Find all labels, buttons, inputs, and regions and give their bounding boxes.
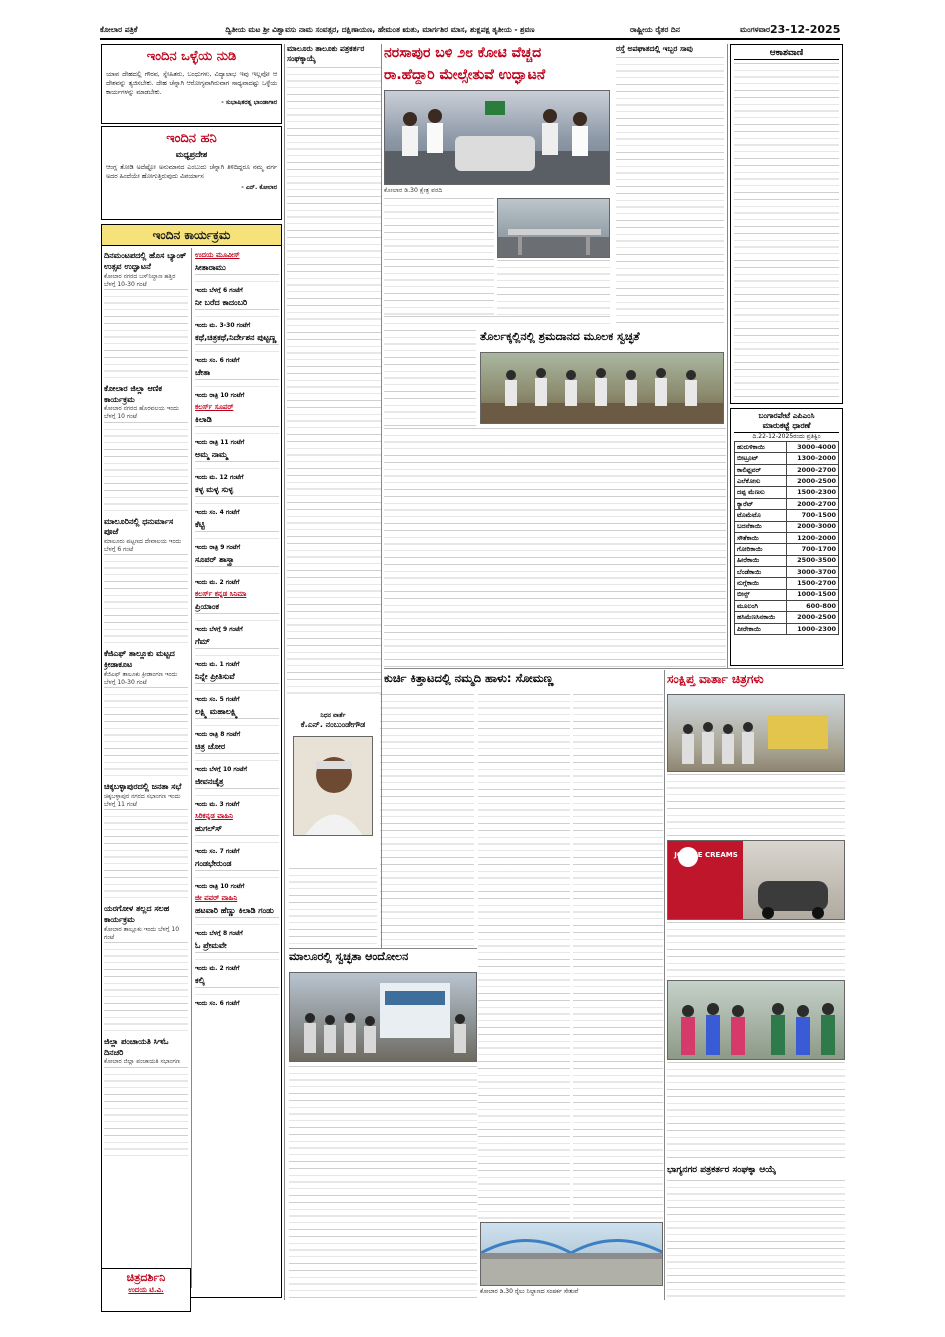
rate-price: 3000-3700 — [786, 566, 838, 577]
market-rates-title: ಬಂಗಾರಪೇಟೆ ಎಪಿಎಂಸಿ — [758, 411, 815, 420]
event-body — [104, 687, 188, 779]
event-item — [104, 782, 188, 901]
tv-program-time: ಇಂದು ರಾತ್ರಿ 11 ಗಂಟೆಗೆ — [195, 439, 245, 447]
tv-program-item — [195, 520, 279, 552]
tv-program-item — [195, 263, 279, 295]
rate-item: ಎಲೆಕೋಸು — [735, 476, 787, 487]
rate-price: 700-1700 — [786, 544, 838, 555]
rate-price: 1000-1500 — [786, 589, 838, 600]
rate-row — [735, 487, 839, 498]
malur-journalists-body — [287, 67, 381, 695]
tv-program-title: ಸೂಪರ್ ಶಾಸ್ತ್ರಾ — [195, 555, 235, 564]
tv-program-item — [195, 415, 279, 447]
rate-price: 2000-2500 — [786, 476, 838, 487]
rate-price: 600-800 — [786, 601, 838, 612]
kurchi-body-1 — [380, 694, 474, 946]
rate-price: 1200-2000 — [786, 532, 838, 543]
inauguration-photo — [384, 90, 610, 185]
rate-price: 2000-3000 — [786, 521, 838, 532]
masthead-note: ರಾಷ್ಟ್ರೀಯ ರೈತರ ದಿನ — [630, 24, 680, 34]
rate-row — [735, 578, 839, 589]
tv-program-title: ಕಥೆ,ಚಿತ್ರಕಥೆ,ನಿರ್ದೇಶನ ಪುಟ್ಟಣ್ಣ — [195, 333, 277, 343]
brief-1-body — [667, 774, 845, 838]
malur-drive-body — [289, 1066, 477, 1298]
rate-item: ಬೀನ್ಸ್ — [735, 589, 787, 600]
rate-row — [735, 544, 839, 555]
rate-item: ಬದನೆಕಾಯಿ — [735, 521, 787, 532]
obituary-body — [289, 868, 377, 948]
masthead-day: ಮಂಗಳವಾರ — [739, 24, 770, 34]
tv-program-title: ನಿನ್ನೇ ಪ್ರೀತಿಸುವೆ — [195, 672, 235, 682]
bridge-photo — [480, 1222, 663, 1286]
tv-program-title: ಚಿತ್ರ ಚೋರ — [195, 741, 226, 751]
obituary-name: ಕೆ.ಎನ್. ನಂಬುಂಡೇಗೌಡ — [300, 720, 366, 730]
main-story-body-1 — [384, 198, 494, 316]
kurchi-headline-row — [384, 671, 664, 691]
brief-photo-3 — [667, 980, 845, 1060]
main-dateline: ಕೋಲಾರ ಡಿ.30 ಕ್ಷೇತ್ರ ವರದಿ — [384, 187, 443, 194]
event-title: ದಿನಮಂಟಪದಲ್ಲಿ ಹೊಸ ಬ್ಯಾಂಕ್ ಉತ್ಸವ ಉದ್ಘಾಟನೆ — [104, 251, 187, 271]
tv-program-item — [195, 485, 279, 517]
tv-program-title: ಓ ಪ್ರೇಮವೇ — [195, 941, 227, 951]
tv-program-cast — [195, 496, 279, 509]
tv-program-cast — [195, 531, 279, 544]
main-headline-block — [384, 44, 612, 90]
portrait-icon — [294, 737, 373, 836]
event-title: ಕೆಜಿಎಫ್ ತಾಲ್ಲೂಕು ಮಟ್ಟದ ಕ್ರೀಡಾಕೂಟ — [104, 649, 175, 670]
event-body — [104, 289, 188, 381]
main-photo-caption-row — [384, 186, 610, 198]
tv-program-time: ಇಂದು ರಾತ್ರಿ 10 ಗಂಟೆಗೆ — [195, 882, 245, 890]
tv-program-time: ಇಂದು ಮ. 12 ಗಂಟೆಗೆ — [195, 474, 244, 482]
rate-item: ಕ್ಯಾರೆಟ್ — [735, 498, 787, 509]
tv-program-item — [195, 637, 279, 669]
event-body — [104, 554, 188, 646]
event-item — [104, 384, 188, 514]
tv-program-cast — [195, 461, 279, 474]
rate-item: ಟೊಮೆಟೊ — [735, 510, 787, 521]
tv-program-title: ಸೀತಾರಾಮು — [195, 263, 226, 273]
event-title: ಕೋಲಾರ ಜಿಲ್ಲಾ ಆಣಿಕ ಕಾರ್ಯಕ್ರಮ — [104, 383, 163, 404]
main-headline-line1: ನರಸಾಪುರ ಬಳಿ ೨೮ ಕೋಟಿ ವೆಚ್ಚದ — [384, 45, 542, 61]
program-column-divider — [191, 248, 192, 1288]
rate-item: ದಪ್ಪ ಮೆಣಸು — [735, 487, 787, 498]
rate-item: ಮೂಲಂಗಿ — [735, 601, 787, 612]
cinema-channel: ಉದಯ ಟಿ.ವಿ. — [128, 1285, 164, 1294]
rate-row — [735, 623, 839, 634]
tv-program-time: ಇಂದು ಮ. 1 ಗಂಟೆಗೆ — [195, 661, 240, 669]
flyover-photo-graphic — [498, 199, 610, 258]
tv-channel-name: ಉದಯ ಮೂವೀಸ್ — [195, 251, 240, 259]
bridge-caption: ಕೋಲಾರ ಡಿ.30 ರೈಲು ನಿಲ್ದಾಣದ ಸಂಪರ್ಕ ಸೇತುವೆ — [480, 1288, 579, 1295]
rate-price: 1500-2700 — [786, 578, 838, 589]
tv-program-title: ಅಮ್ಮ ನಾಮ್ಮ — [195, 450, 228, 460]
tv-program-cast — [195, 753, 279, 766]
program-column-tv — [195, 248, 279, 1288]
tv-program-cast — [195, 788, 279, 801]
tv-program-time: ಇಂದು ಬೆಳಗ್ಗೆ 10 ಗಂಟೆಗೆ — [195, 765, 247, 773]
tv-program-cast — [195, 566, 279, 579]
inauguration-photo-figures — [385, 91, 610, 185]
tv-program-item — [195, 555, 279, 587]
tv-program-time: ಇಂದು ಬೆಳಗ್ಗೆ 8 ಗಂಟೆಗೆ — [195, 930, 243, 938]
rate-item: ಕಾಲಿಫ್ಲವರ್ — [735, 464, 787, 475]
malur-drive-headline: ಮಾಲೂರಲ್ಲಿ ಸ್ವಚ್ಛತಾ ಆಂದೋಲನ — [289, 950, 409, 963]
event-title: ಜಿಲ್ಲಾ ಪಂಚಾಯತಿ ಸಿಇಓ ದಿನಚರಿ — [104, 1036, 169, 1057]
tv-program-cast — [195, 718, 279, 731]
tv-program-title: ಕಳ್ಳ ಮಳ್ಳ ಸುಳ್ಳ — [195, 485, 234, 495]
joy-shop-sign: JOY ICE CREAMS — [674, 851, 738, 859]
rate-item: ಹಸಿಮೆಣಸಿನಕಾಯಿ — [735, 612, 787, 623]
event-item — [104, 517, 188, 647]
tv-program-item — [195, 707, 279, 739]
obituary-photo — [293, 736, 373, 836]
column-divider-1 — [284, 44, 285, 1300]
rate-price: 2000-2700 — [786, 498, 838, 509]
market-rates-date: ದಿ.22-12-2025ರಂದು ಪ್ರತಿಕ್ವಿಂ — [752, 432, 821, 440]
brief-photo-1-graphic — [668, 695, 845, 772]
radio-box — [730, 44, 843, 404]
event-title: ಮಾಲೂರಿನಲ್ಲಿ ಧನುರ್ಮಾಸ ಪೂಜೆ — [104, 516, 174, 537]
tv-program-title: ನೀ ಬರೆದ ಕಾದಂಬರಿ — [195, 298, 248, 308]
tv-program-item — [195, 824, 279, 856]
event-item — [104, 649, 188, 779]
tv-program-cast — [195, 274, 279, 287]
rate-price: 2500-3500 — [786, 555, 838, 566]
tv-program-title: ಲಕ್ಷ್ಮಿ ಮಹಾಲಕ್ಷ್ಮಿ — [195, 707, 238, 716]
haniku-title: ಇಂದಿನ ಹನಿ — [166, 131, 217, 146]
tv-program-cast — [195, 309, 279, 322]
program-title: ಇಂದಿನ ಕಾರ್ಯಕ್ರಮ — [102, 225, 281, 246]
tv-program-time: ಇಂದು ಸಂ. 4 ಗಂಟೆಗೆ — [195, 509, 240, 517]
tv-program-item — [195, 333, 279, 365]
market-rates-box — [730, 408, 843, 666]
tv-program-cast — [195, 952, 279, 965]
tv-program-title: ಪ್ರಿಯಾಂಕ — [195, 602, 220, 612]
flyover-photo — [497, 198, 610, 258]
malur-drive-photo — [289, 972, 477, 1062]
tv-channel-name: ಜೀ ಪವರ್ ವಾಹಿನಿ — [195, 893, 238, 902]
tv-program-time: ಇಂದು ಬೆಳಗ್ಗೆ 6 ಗಂಟೆಗೆ — [195, 287, 243, 295]
tv-program-cast — [195, 987, 279, 1000]
tv-program-item — [195, 742, 279, 774]
tv-program-time: ಇಂದು ಸಂ. 5 ಗಂಟೆಗೆ — [195, 695, 240, 703]
event-details: ಕೋಲಾರ ನಗರದ ಬಸ್‌ನಿಲ್ದಾಣ ಹತ್ತಿರ ಬೆಳಗ್ಗೆ 10-30 ಗಂಟೆ — [104, 272, 176, 288]
tv-program-cast — [195, 379, 279, 392]
rate-row — [735, 476, 839, 487]
tv-channel-name: ಕಲರ್ಸ್ ಸೂಪರ್ — [195, 403, 234, 411]
cinema-title: ಚಿತ್ರದರ್ಶಿನಿ — [126, 1271, 166, 1284]
shramadana-body — [384, 428, 726, 668]
tv-program-item — [195, 777, 279, 809]
tv-program-item — [195, 976, 279, 1008]
rate-row — [735, 601, 839, 612]
rate-price: 1000-2300 — [786, 623, 838, 634]
rate-row — [735, 589, 839, 600]
tv-program-cast — [195, 613, 279, 626]
rate-row — [735, 566, 839, 577]
tv-program-time: ಇಂದು ಮ. 2 ಗಂಟೆಗೆ — [195, 965, 240, 973]
tv-program-time: ಇಂದು ಸಂ. 6 ಗಂಟೆಗೆ — [195, 999, 240, 1007]
tv-program-time: ಇಂದು ಬೆಳಗ್ಗೆ 9 ಗಂಟೆಗೆ — [195, 626, 243, 634]
masthead-date: 23-12-2025 — [770, 22, 840, 36]
shramadana-headline: ತೊರ್ಲಕ್ಕಲ್ಲಿನಲ್ಲಿ ಶ್ರಮದಾನದ ಮೂಲಕ ಸ್ವಚ್ಛತೆ — [480, 330, 640, 343]
tv-program-title: ಗೆಮ್ — [195, 637, 210, 647]
rate-price: 2000-2700 — [786, 464, 838, 475]
malur-drive-headline-row — [289, 950, 477, 968]
main-story-side — [497, 198, 610, 316]
event-item — [104, 904, 188, 1034]
brief-3-body — [667, 1062, 845, 1162]
tv-channel-name: ಸಿರಿಕನ್ನಡ ವಾಹಿನಿ — [195, 811, 233, 820]
section-divider-malur — [289, 948, 477, 949]
event-item — [104, 251, 188, 381]
event-body — [104, 422, 188, 514]
tv-program-title: ಹಟವಾರಿ ಹೆಣ್ಣು ಕಿಲಾಡಿ ಗಂಡು — [195, 906, 274, 916]
tv-program-title: ಗಂಡಭೇರುಂಡ — [195, 859, 232, 868]
brief-headline-row — [667, 671, 845, 691]
event-details: ಕೋಲಾರ ಜಿಲ್ಲಾ ಪಂಚಾಯತಿ ಸಭಾಂಗಣ — [104, 1058, 181, 1066]
main-story-body-2 — [497, 260, 610, 316]
haniku-signature: - ಎನ್. ಕೋಲಾರ — [241, 183, 277, 191]
rate-row — [735, 510, 839, 521]
tv-program-item — [195, 368, 279, 400]
shramadana-side-text — [384, 330, 476, 430]
rate-item: ಬೆಂಡೆಕಾಯಿ — [735, 566, 787, 577]
radio-body — [734, 63, 839, 403]
cinema-box — [101, 1268, 191, 1312]
rate-row — [735, 532, 839, 543]
tv-channel-name: ಕಲರ್ಸ್ ಕನ್ನಡ ಸಿನಿಮಾ — [195, 589, 247, 598]
shramadana-headline-row — [480, 330, 726, 350]
event-body — [104, 1067, 188, 1159]
column-divider-3 — [727, 44, 728, 669]
accident-story — [616, 44, 724, 329]
tv-program-time: ಇಂದು ಮ. 2 ಗಂಟೆಗೆ — [195, 578, 240, 586]
rate-row — [735, 555, 839, 566]
quote-box — [101, 44, 282, 124]
almanac-line: ದ್ವಿತೀಯ ಮಟ ಶ್ರೀ ವಿಶ್ವಾವಸು ನಾಮ ಸಂವತ್ಸರ, ದಕ್ಷಿಣಾಯಣ, ಹೇಮಂತ ಋತು, ಮಾರ್ಗಶಿರ ಮಾಸ, ಶುಕ್ಲಪಕ್ಷ ತೃತೀಯ - ಶ್ರವಣ — [225, 24, 535, 34]
radio-title: ಆಕಾಶವಾಣಿ — [734, 47, 839, 60]
section-divider-kurchi — [384, 668, 844, 669]
tv-program-time: ಇಂದು ರಾತ್ರಿ 8 ಗಂಟೆಗೆ — [195, 730, 241, 738]
tv-program-item — [195, 859, 279, 891]
tv-program-title: ಕಲ್ಕಿ — [195, 976, 205, 986]
event-title: ಚಿಕ್ಕಬಳ್ಳಾಪುರದಲ್ಲಿ ಜನತಾ ಸಭೆ — [104, 782, 182, 792]
tv-program-cast — [195, 344, 279, 357]
tv-program-title: ಜೀವನಚೈತ್ರ — [195, 776, 224, 786]
event-body — [104, 809, 188, 901]
rate-row — [735, 453, 839, 464]
bridge-caption-row — [480, 1288, 663, 1306]
column-divider-4 — [664, 670, 665, 1300]
event-details: ಕೆಜಿಎಫ್ ತಾಲೂಕು ಕ್ರೀಡಾಂಗಣ ಇಂದು ಬೆಳಗ್ಗೆ 10-30 ಗಂಟೆ — [104, 670, 178, 687]
tv-program-item — [195, 450, 279, 482]
rate-row — [735, 498, 839, 509]
masthead — [100, 22, 840, 40]
rate-row — [735, 442, 839, 453]
rate-item: ಬೀಟ್ರೂಟ್ — [735, 453, 787, 464]
tv-program-item — [195, 672, 279, 704]
shramadana-photo-graphic — [481, 353, 724, 424]
bhanu-body — [667, 1180, 845, 1298]
tv-program-title: ಹುಗಲ್‌ಸ್ — [195, 824, 223, 834]
tv-program-time: ಇಂದು ಸಂ. 6 ಗಂಟೆಗೆ — [195, 357, 240, 365]
event-details: ಕೋಲಾರ ನಗರದ ಹೊರವಲಯ ಇಂದು ಬೆಳಗ್ಗೆ 10 ಗಂಟೆ — [104, 405, 179, 421]
tv-program-title: ಕಿಲಾಡಿ — [195, 415, 212, 425]
tv-program-cast — [195, 426, 279, 439]
bhanu-headline-row — [667, 1164, 845, 1178]
tv-program-item — [195, 298, 279, 330]
tv-program-cast — [195, 835, 279, 848]
tv-program-title: ಕೆಟ್ಟಿ — [195, 520, 205, 530]
obituary-tag: ನಿಧನ ವಾರ್ತೆ — [320, 712, 346, 719]
rate-row — [735, 612, 839, 623]
obituary-box — [289, 712, 377, 862]
brief-photo-2 — [667, 840, 845, 920]
tv-program-cast — [195, 917, 279, 930]
rate-price: 1500-2300 — [786, 487, 838, 498]
rate-row — [735, 464, 839, 475]
bridge-graphic — [481, 1223, 663, 1286]
haniku-box — [101, 126, 282, 220]
event-details: ಮಾಲೂರು ಪಟ್ಟಣದ ದೇವಾಲಯ ಇಂದು ಬೆಳಗ್ಗೆ 6 ಗಂಟೆ — [104, 538, 182, 554]
tv-program-cast — [195, 648, 279, 661]
main-headline-line2: ರಾ.ಹೆದ್ದಾರಿ ಮೇಲ್ಸೇತುವೆ ಉದ್ಘಾಟನೆ — [384, 66, 546, 83]
haniku-text: ಆಂಗ್ಲ ತೋಡಿ ಅದೆಷ್ಟೋ ಅನುಮಾನದ ಎಂಬುದು ಚೆನ್ನಾಗಿ ತಿಳಿದಿದ್ದರೂ ನಮ್ಮ ವರ್ಗ ಅದರ ಹಿಂದೆಯೇ ಹೋಗುತ್ತಿರುವುದು ವಿಪರ್ಯಾಸ — [106, 164, 277, 181]
kurchi-body-3 — [573, 694, 663, 1219]
event-body — [104, 942, 188, 1034]
event-details: ಚಿಕ್ಕಬಳ್ಳಾಪುರ ನಗರದ ಸಭಾಂಗಣ ಇಂದು ಬೆಳಗ್ಗೆ 11 ಗಂಟೆ — [104, 792, 181, 809]
bhanu-headline: ಭಾಗ್ಯನಗರ ಪತ್ರಕರ್ತರ ಸಂಘಕ್ಕಾ ಆಯ್ಕೆ — [667, 1165, 777, 1175]
program-column-events — [104, 248, 188, 1248]
tv-program-item — [195, 602, 279, 634]
tv-program-time: ಇಂದು ರಾತ್ರಿ 10 ಗಂಟೆಗೆ — [195, 391, 245, 399]
tv-program-title: ಚೇತಾ — [195, 368, 211, 378]
rate-price: 2000-2500 — [786, 612, 838, 623]
brief-headline: ಸಂಕ್ಷಿಪ್ತ ವಾರ್ತಾ ಚಿತ್ರಗಳು — [667, 672, 764, 686]
rate-price: 1300-2000 — [786, 453, 838, 464]
kurchi-headline: ಕುರ್ಚಿ ಕಿತ್ತಾಟದಲ್ಲಿ ನಮ್ಮದಿ ಹಾಳು: ಸೋಮಣ್ಣ — [384, 671, 554, 685]
rate-row — [735, 521, 839, 532]
quote-signature: - ಸುಭಾಷಿತರತ್ನ ಭಾಂಡಾಗಾರ — [221, 98, 277, 106]
tv-program-item — [195, 941, 279, 973]
quote-title: ಇಂದಿನ ಒಳ್ಳೆಯ ನುಡಿ — [146, 49, 237, 64]
students-graphic — [668, 981, 845, 1060]
event-title: ಯರಗೋಳ ತಲ್ಲದ ಸಲಹ ಕಾರ್ಯಕ್ರಮ — [104, 904, 170, 924]
rate-price: 3000-4000 — [786, 442, 838, 453]
rate-item: ಗೋರಿಕಾಯಿ — [735, 544, 787, 555]
rate-item: ಹುರುಳಿಕಾಯಿ — [735, 442, 787, 453]
market-rates-subtitle: ಮಾರುಕಟ್ಟೆ ಧಾರಣೆ — [734, 421, 839, 433]
brief-2-body — [667, 922, 845, 978]
tv-program-time: ಇಂದು ರಾತ್ರಿ 9 ಗಂಟೆಗೆ — [195, 543, 241, 551]
haniku-subtitle: ಮಧ್ಯಪ್ರದೇಶ — [175, 149, 208, 159]
tv-program-time: ಇಂದು ಮ. 3-30 ಗಂಟೆಗೆ — [195, 322, 251, 330]
accident-body — [616, 57, 724, 327]
accident-headline: ರಸ್ತೆ ಅಪಘಾತದಲ್ಲಿ ಇಬ್ಬರ ಸಾವು — [616, 44, 693, 53]
malur-journalists-headline: ಮಾಲೂರು ತಾಲೂಕು ಪತ್ರಕರ್ತರ ಸಂಘಕ್ಕಾಯ್ಕೆ — [287, 44, 365, 63]
rate-price: 700-1500 — [786, 510, 838, 521]
event-details: ಕೋಲಾರ ತಾಲ್ಲೂಕು ಇಂದು ಬೆಳಗ್ಗೆ 10 ಗಂಟೆ — [104, 925, 180, 941]
column-divider-2 — [381, 44, 382, 949]
rate-item: ಪೀರೇಕಾಯಿ — [735, 623, 787, 634]
tv-program-item — [195, 906, 279, 938]
tv-program-cast — [195, 683, 279, 696]
paper-name: ಕೋಲಾರ ಪತ್ರಿಕೆ — [100, 24, 138, 34]
kurchi-body-2 — [478, 694, 570, 1219]
main-story-continuation — [384, 316, 610, 328]
tv-program-time: ಇಂದು ಮ. 3 ಗಂಟೆಗೆ — [195, 800, 240, 808]
event-item — [104, 1037, 188, 1159]
brief-photo-1 — [667, 694, 845, 772]
rate-item: ಸೌತೆಕಾಯಿ — [735, 532, 787, 543]
rate-item: ಹೀರೆಕಾಯಿ — [735, 555, 787, 566]
malur-drive-graphic — [290, 973, 477, 1062]
tv-program-time: ಇಂದು ಸಂ. 7 ಗಂಟೆಗೆ — [195, 847, 240, 855]
quote-text: ಯಾವ ದೇಹದಲ್ಲಿ ಗೌರವ, ಸ್ನೇಹಿತರು, ಬಂಧುಗಳು, ವಿದ್ಯಾಲಾಭ ಇವು ಇಲ್ಲವೋ ಆ ದೇಶವನ್ನು ತ್ಯಜಿಸಬೇಕು. ದೇಹ ಚೆನ್ನಾಗಿ ಆರೋಗ್ಯವಾಗಿರುವಾಗ ಸಾಧ್ಯವಾದಷ್ಟು ಒಳ್ಳೆಯ ಕಾರ್ಯಗಳನ್ನು ಮಾಡಬೇಕು. — [106, 70, 277, 96]
shramadana-photo — [480, 352, 724, 424]
tv-program-cast — [195, 870, 279, 883]
market-rates-table — [734, 441, 839, 635]
malur-journalists-story — [287, 44, 381, 694]
rate-item: ನುಗ್ಗೆಕಾಯಿ — [735, 578, 787, 589]
